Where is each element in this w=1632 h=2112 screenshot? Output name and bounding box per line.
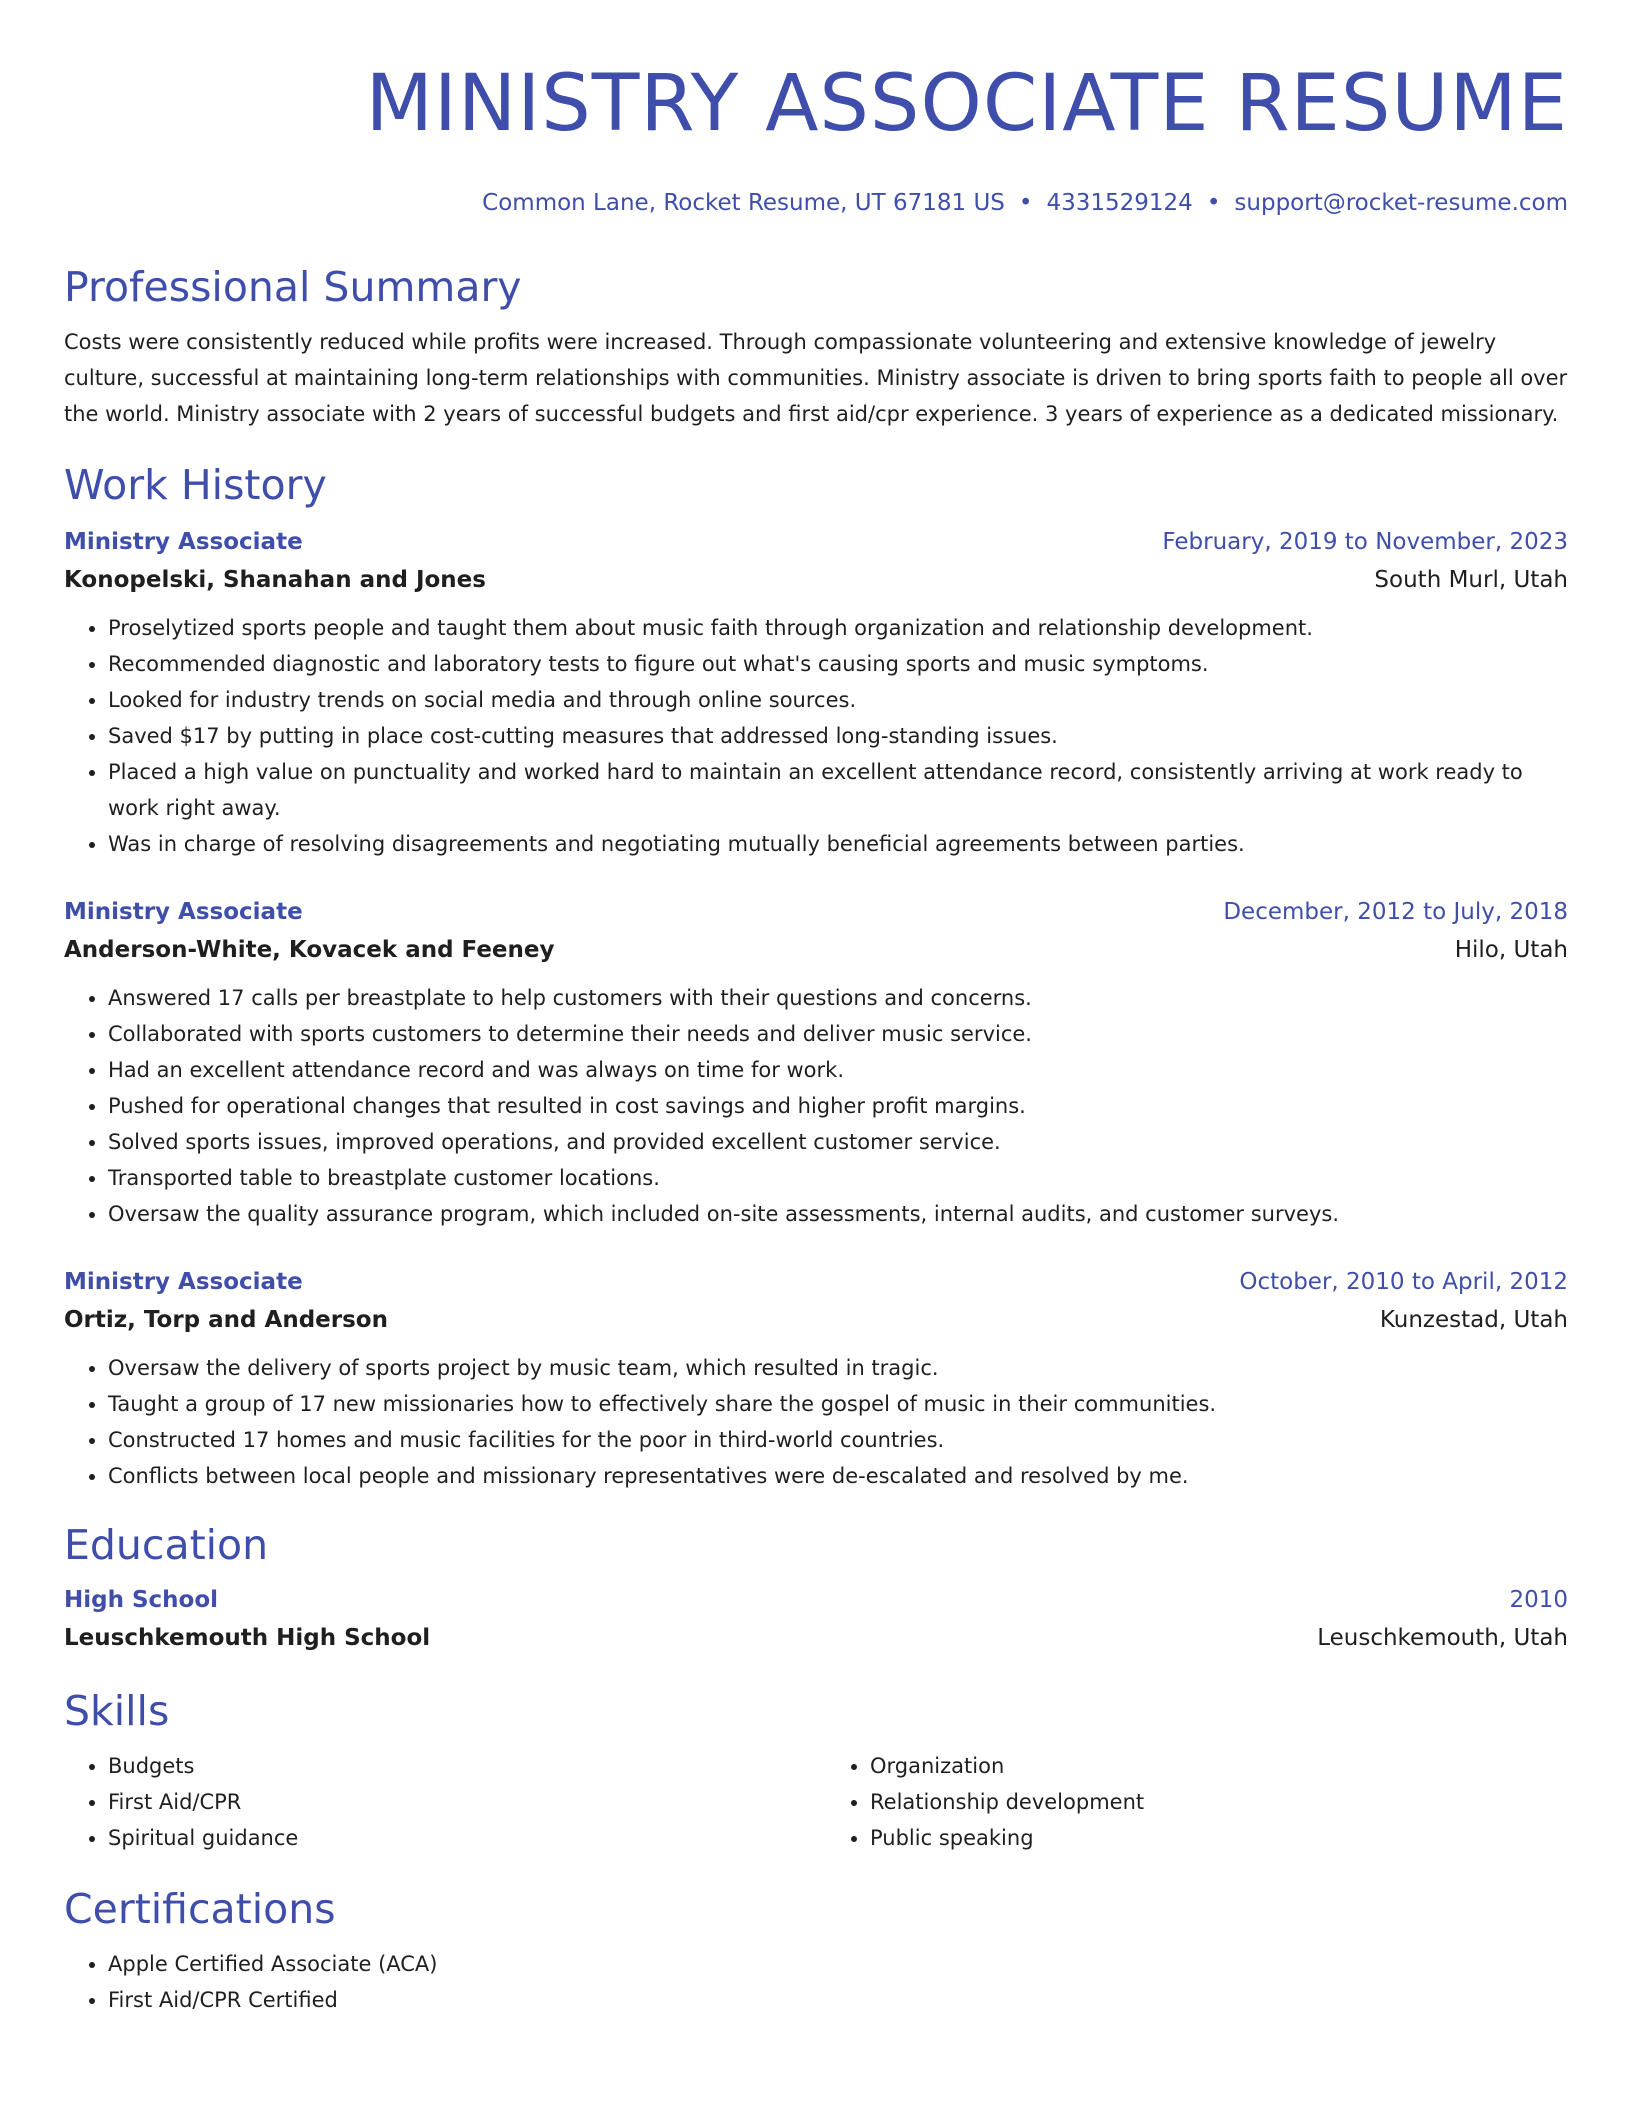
job-dates: February, 2019 to November, 2023 <box>1162 529 1568 555</box>
skills-list-right <box>826 1748 1568 1856</box>
education-entry <box>64 1582 1568 1658</box>
job-bullet: • Oversaw the quality assurance program, which included on-site assessments, internal audits, and customer surveys. <box>108 1196 1568 1232</box>
skill-item: • First Aid/CPR <box>108 1784 806 1820</box>
education-year: 2010 <box>1509 1587 1568 1613</box>
job-entry <box>64 894 1568 1232</box>
job-company: Konopelski, Shanahan and Jones <box>64 567 486 593</box>
job-bullet: • Oversaw the delivery of sports project by music team, which resulted in tragic. <box>108 1350 1568 1386</box>
job-subheader <box>64 560 1568 600</box>
summary-heading: Professional Summary <box>64 263 522 311</box>
job-bullet: • Answered 17 calls per breastplate to help customers with their questions and concerns. <box>108 980 1568 1016</box>
job-dates: December, 2012 to July, 2018 <box>1223 899 1568 925</box>
skill-item: • Public speaking <box>870 1820 1568 1856</box>
contact-separator: • <box>1206 190 1221 216</box>
job-bullet: • Had an excellent attendance record and was always on time for work. <box>108 1052 1568 1088</box>
education-degree: High School <box>64 1587 219 1613</box>
skill-item: • Budgets <box>108 1748 806 1784</box>
job-bullets <box>64 1350 1568 1494</box>
job-bullet: • Transported table to breastplate customer locations. <box>108 1160 1568 1196</box>
resume-page <box>64 0 1568 2018</box>
certifications-heading: Certifications <box>64 1885 336 1933</box>
education-subheader <box>64 1618 1568 1658</box>
job-header <box>64 894 1568 930</box>
job-subheader <box>64 1300 1568 1340</box>
job-subheader <box>64 930 1568 970</box>
job-bullet: • Looked for industry trends on social media and through online sources. <box>108 682 1568 718</box>
job-role: Ministry Associate <box>64 899 303 925</box>
resume-title: MINISTRY ASSOCIATE RESUME <box>365 59 1568 149</box>
job-location: Kunzestad, Utah <box>1379 1307 1568 1333</box>
education-heading: Education <box>64 1521 269 1569</box>
job-entry <box>64 1264 1568 1494</box>
job-location: South Murl, Utah <box>1374 567 1568 593</box>
skill-item: • Relationship development <box>870 1784 1568 1820</box>
job-bullets <box>64 610 1568 862</box>
job-bullet: • Constructed 17 homes and music facilities for the poor in third-world countries. <box>108 1422 1568 1458</box>
certification-item: • Apple Certified Associate (ACA) <box>108 1946 1568 1982</box>
skills-heading: Skills <box>64 1687 170 1735</box>
job-dates: October, 2010 to April, 2012 <box>1239 1269 1568 1295</box>
job-company: Anderson-White, Kovacek and Feeney <box>64 937 555 963</box>
certification-item: • First Aid/CPR Certified <box>108 1982 1568 2018</box>
job-bullet: • Taught a group of 17 new missionaries how to effectively share the gospel of music in their communities. <box>108 1386 1568 1422</box>
education-header <box>64 1582 1568 1618</box>
job-bullet: • Pushed for operational changes that resulted in cost savings and higher profit margins. <box>108 1088 1568 1124</box>
job-entry <box>64 524 1568 862</box>
contact-phone: 4331529124 <box>1046 190 1193 216</box>
contact-line <box>64 188 1568 218</box>
job-role: Ministry Associate <box>64 1269 303 1295</box>
job-bullet: • Recommended diagnostic and laboratory tests to figure out what's causing sports and music symptoms. <box>108 646 1568 682</box>
job-bullet: • Placed a high value on punctuality and worked hard to maintain an excellent attendance record, consistently arriving at work ready to work right away. <box>108 754 1568 826</box>
job-bullet: • Solved sports issues, improved operations, and provided excellent customer service. <box>108 1124 1568 1160</box>
skill-item: • Spiritual guidance <box>108 1820 806 1856</box>
certifications-list <box>64 1946 1568 2018</box>
summary-text: Costs were consistently reduced while profits were increased. Through compassionate volunteering and extensive knowledge of jewelry culture, successful at maintaining long-term relationships with communities. Ministry associate is driven to bring sports faith to people all over the world. Ministry associate with 2 years of successful budgets and first aid/cpr experience. 3 years of experience as a dedicated missionary. <box>64 330 1568 426</box>
job-bullet: • Was in charge of resolving disagreements and negotiating mutually beneficial agreements between parties. <box>108 826 1568 862</box>
education-school: Leuschkemouth High School <box>64 1625 431 1651</box>
work-history-list <box>64 524 1568 1494</box>
skills-grid <box>64 1736 1568 1856</box>
contact-address: Common Lane, Rocket Resume, UT 67181 US <box>482 190 1005 216</box>
skill-item: • Organization <box>870 1748 1568 1784</box>
job-role: Ministry Associate <box>64 529 303 555</box>
work-history-heading: Work History <box>64 461 327 509</box>
skills-list-left <box>64 1748 806 1856</box>
education-location: Leuschkemouth, Utah <box>1317 1625 1568 1651</box>
contact-separator: • <box>1018 190 1033 216</box>
job-bullet: • Collaborated with sports customers to determine their needs and deliver music service. <box>108 1016 1568 1052</box>
job-location: Hilo, Utah <box>1454 937 1568 963</box>
job-header <box>64 1264 1568 1300</box>
job-bullet: • Proselytized sports people and taught them about music faith through organization and relationship development. <box>108 610 1568 646</box>
job-bullet: • Conflicts between local people and missionary representatives were de-escalated and resolved by me. <box>108 1458 1568 1494</box>
job-bullet: • Saved $17 by putting in place cost-cutting measures that addressed long-standing issues. <box>108 718 1568 754</box>
job-header <box>64 524 1568 560</box>
job-bullets <box>64 980 1568 1232</box>
job-company: Ortiz, Torp and Anderson <box>64 1307 388 1333</box>
contact-email: support@rocket-resume.com <box>1234 190 1568 216</box>
